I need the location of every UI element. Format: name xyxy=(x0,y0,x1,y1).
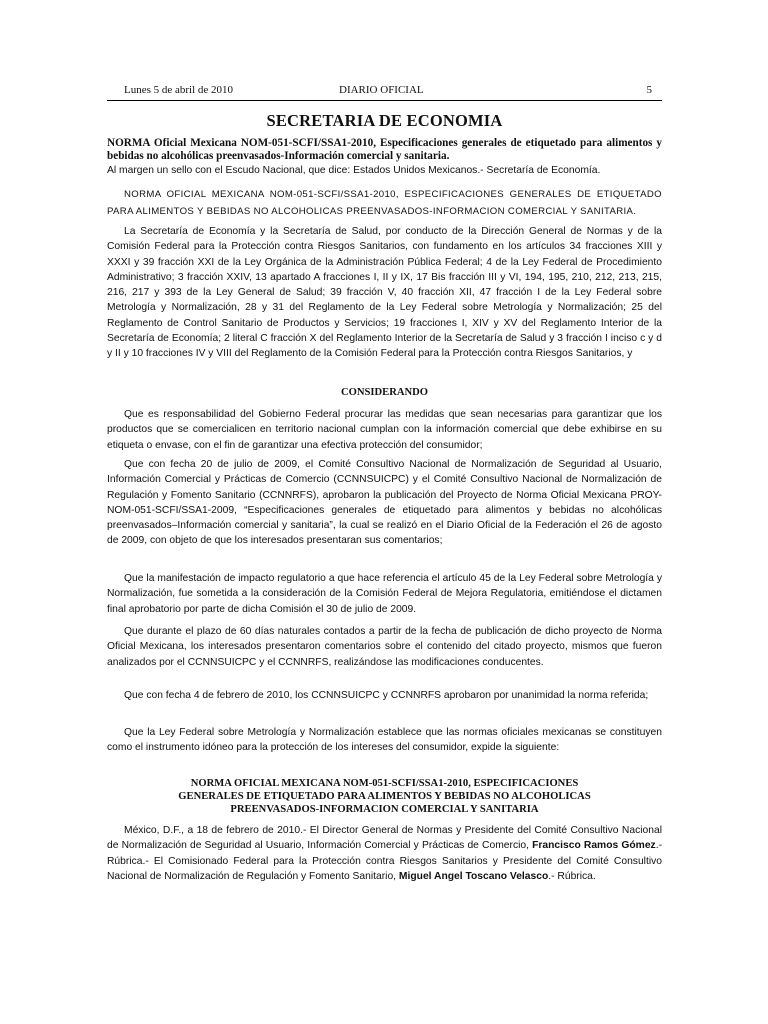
margin-note: Al margen un sello con el Escudo Nacional, que dice: Estados Unidos Mexicanos.- Secretaría de Economía. xyxy=(107,165,601,176)
considerando-block-2 xyxy=(107,457,662,549)
norma-caps-title: NORMA OFICIAL MEXICANA NOM-051-SCFI/SSA1-2010, ESPECIFICACIONES GENERALES DE ETIQUETADO PARA ALIMENTOS Y BEBIDAS NO ALCOHOLICAS PREENVASADOS-INFORMACION COMERCIAL Y SANITARIA. xyxy=(107,189,662,217)
header-page-number: 5 xyxy=(646,84,652,96)
page-header xyxy=(124,84,652,100)
closing-block xyxy=(107,823,662,884)
closing-paragraph xyxy=(107,823,662,884)
signatory-name-1: Francisco Ramos Gómez xyxy=(532,840,656,852)
considerando-block-3 xyxy=(107,571,662,617)
margin-note-block xyxy=(107,163,662,178)
considerando-block-5 xyxy=(107,688,662,703)
considerando-paragraph: Que la Ley Federal sobre Metrología y Normalización establece que las normas oficiales mexicanas se constituyen como el instrumento idóneo para la protección de los intereses del consumidor, expide la siguiente: xyxy=(107,727,662,754)
considerando-block-4 xyxy=(107,624,662,670)
considerando-heading: CONSIDERANDO xyxy=(340,387,429,398)
header-publication: DIARIO OFICIAL xyxy=(339,84,424,96)
intro-paragraph: La Secretaría de Economía y la Secretaría de Salud, por conducto de la Dirección General de Normas y de la Comisión Federal para la Protección contra Riesgos Sanitarios, con fundamento en los artículos 34 fracciones XIII y XXXI y 39 fracción XXI de la Ley Orgánica de la Administración Pública Federal; 4 de la Ley Federal de Procedimiento Administrativo; 3 fracción XXIV, 13 apartado A fracciones I, II y IX, 17 Bis fracción III y VI, 194, 195, 210, 212, 213, 215, 216, 217 y 393 de la Ley General de Salud; 39 fracción V, 40 fracción XII, 47 fracción I de la Ley Federal sobre Metrología y Normalización, 28 y 31 del Reglamento de la Ley Federal sobre Metrología y Normalización; 25 del Reglamento de Control Sanitario de Productos y Servicios; 19 fracciones I, XIV y XV del Reglamento Interior de la Secretaría de Economía; 2 literal C fracción X del Reglamento Interior de la Secretaría de Salud y 3 fracción I inciso c y d y II y 10 fracciones IV y VIII del Reglamento de la Comisión Federal para la Protección contra Riesgos Sanitarios, y xyxy=(107,226,662,360)
signatory-name-2: Miguel Angel Toscano Velasco xyxy=(398,870,549,882)
norma-heading xyxy=(107,777,662,816)
norma-heading-line: GENERALES DE ETIQUETADO PARA ALIMENTOS Y BEBIDAS NO ALCOHOLICAS xyxy=(178,791,591,802)
considerando-paragraph: Que la manifestación de impacto regulatorio a que hace referencia el artículo 45 de la Ley Federal sobre Metrología y Normalización, fue sometida a la consideración de la Comisión Federal de Mejora Regulatoria, emitiéndose el dictamen final aprobatorio por parte de dicha Comisión el 30 de julio de 2009. xyxy=(107,573,662,615)
considerando-block-1 xyxy=(107,407,662,453)
considerando-paragraph: Que con fecha 4 de febrero de 2010, los CCNNSUICPC y CCNNRFS aprobaron por unanimidad la norma referida; xyxy=(124,690,649,701)
closing-text-2: .- Rúbrica.- El Comisionado Federal para la Protección contra Riesgos Sanitarios y Presidente del Comité Consultivo Nacional de Normalización de Regulación y Fomento Sanitario, xyxy=(107,840,662,882)
considerando-paragraph: Que durante el plazo de 60 días naturales contados a partir de la fecha de publicación de dicho proyecto de Norma Oficial Mexicana, los interesados presentaron comentarios sobre el contenido del citado proyecto, mismos que fueron analizados por el CCNNSUICPC y el CCNNRFS, realizándose las modificaciones conducentes. xyxy=(107,626,662,668)
considerando-paragraph: Que es responsabilidad del Gobierno Federal procurar las medidas que sean necesarias para garantizar que los productos que se comercialicen en territorio nacional cumplan con la información comercial que debe exhibirse en su etiqueta o envase, con el fin de garantizar una efectiva protección del consumidor; xyxy=(107,409,662,451)
considerando-paragraph: Que con fecha 20 de julio de 2009, el Comité Consultivo Nacional de Normalización de Seguridad al Usuario, Información Comercial y Prácticas de Comercio (CCNNSUICPC) y el Comité Consultivo Nacional de Normalización de Regulación y Fomento Sanitario (CCNNRFS), aprobaron la publicación del Proyecto de Norma Oficial Mexicana PROY-NOM-051-SCFI/SSA1-2009, “Especificaciones generales de etiquetado para alimentos y bebidas no alcohólicas preenvasados–Información comercial y sanitaria”, la cual se realizó en el Diario Oficial de la Federación el 26 de agosto de 2009, con objeto de que los interesados presentaran sus comentarios; xyxy=(107,459,662,547)
norma-heading-line: PREENVASADOS-INFORMACION COMERCIAL Y SANITARIA xyxy=(230,804,539,815)
norma-caps-block xyxy=(107,186,662,220)
header-rule xyxy=(107,100,662,101)
closing-text-3: .- Rúbrica. xyxy=(548,870,596,882)
norma-summary: NORMA Oficial Mexicana NOM-051-SCFI/SSA1-2010, Especificaciones generales de etiquetado para alimentos y bebidas no alcohólicas preenvasados-Información comercial y sanitaria. xyxy=(107,137,662,162)
intro-block xyxy=(107,224,662,362)
closing-text-1: México, D.F., a 18 de febrero de 2010.- El Director General de Normas y Presidente del Comité Consultivo Nacional de Normalización de Seguridad al Usuario, Información Comercial y Prácticas de Comercio, xyxy=(107,825,662,852)
section-title: SECRETARIA DE ECONOMIA xyxy=(266,111,503,130)
norma-heading-line: NORMA OFICIAL MEXICANA NOM-051-SCFI/SSA1-2010, ESPECIFICACIONES xyxy=(190,778,579,789)
header-date: Lunes 5 de abril de 2010 xyxy=(124,84,234,96)
considerando-block-6 xyxy=(107,725,662,756)
